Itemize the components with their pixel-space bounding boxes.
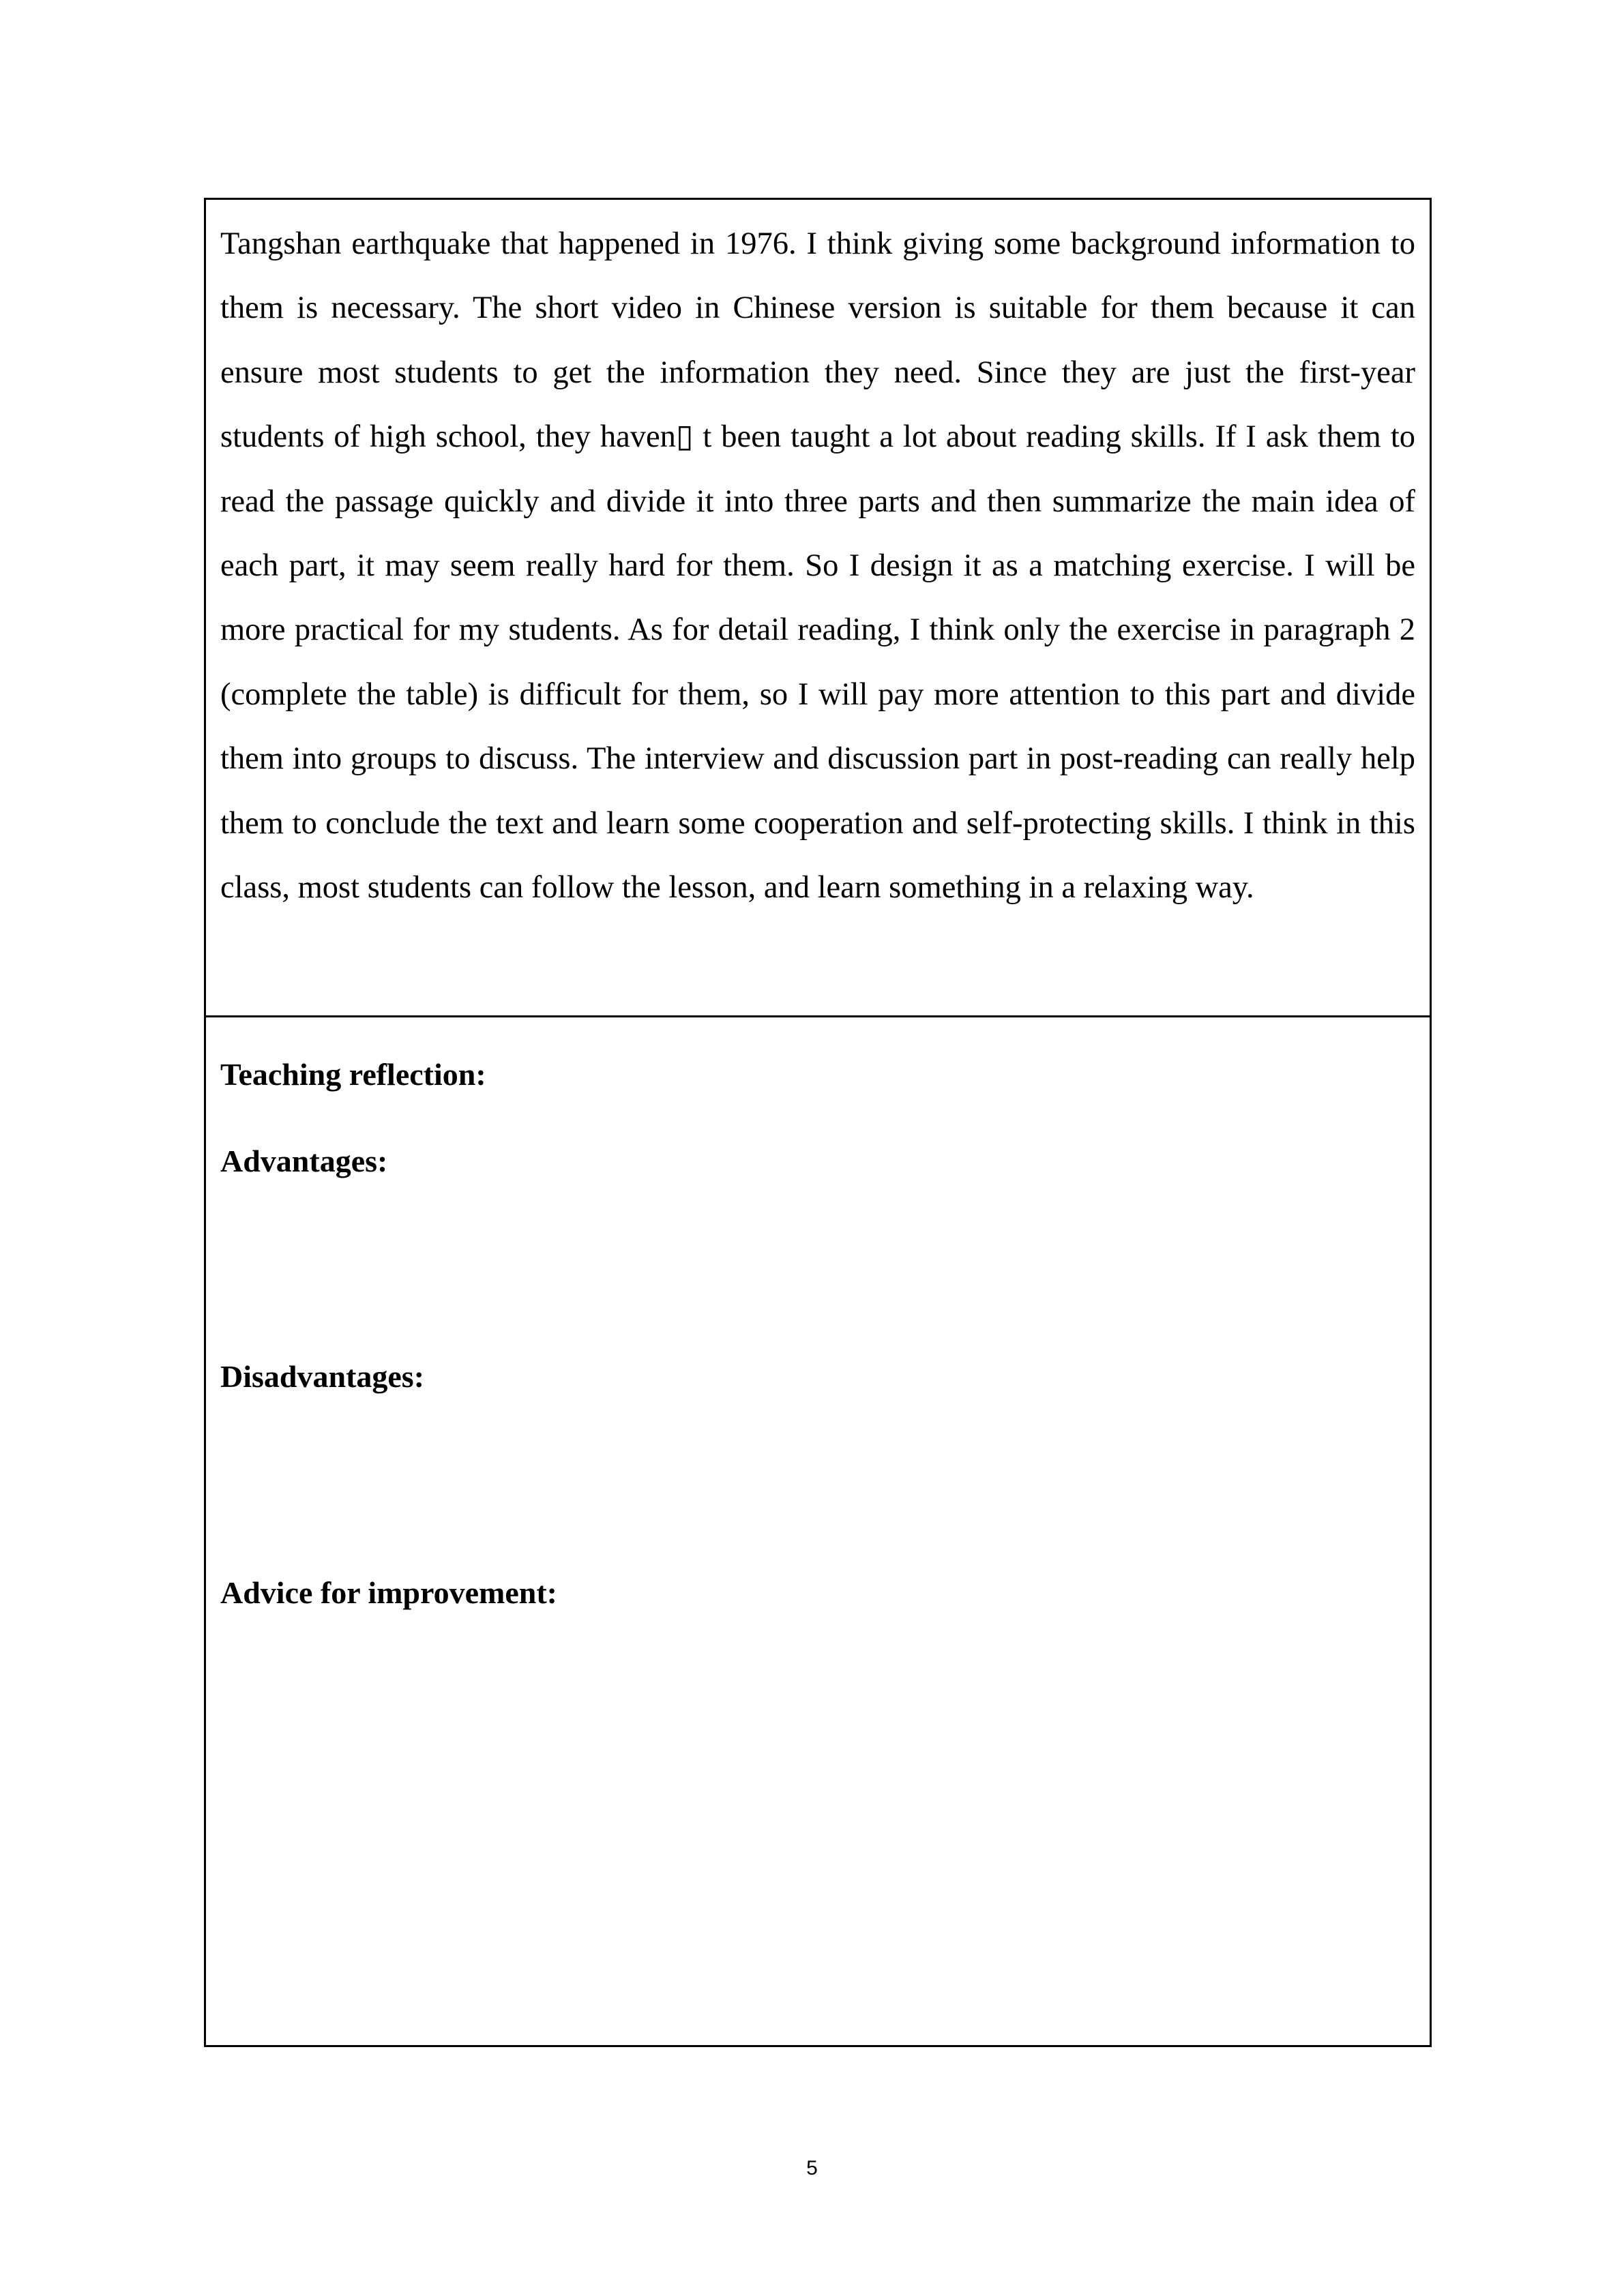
teaching-reflection-heading: Teaching reflection:	[220, 1057, 486, 1092]
lesson-plan-table	[204, 198, 1432, 2047]
page-number: 5	[806, 2157, 818, 2179]
advice-heading: Advice for improvement:	[220, 1575, 557, 1610]
teaching-reflection-cell	[206, 1017, 1430, 2045]
advantages-heading: Advantages:	[220, 1144, 388, 1178]
disadvantages-heading: Disadvantages:	[220, 1359, 425, 1394]
design-rationale-cell	[206, 200, 1430, 1017]
design-rationale-paragraph: Tangshan earthquake that happened in 1976. I think giving some background information to them is necessary. The short video in Chinese version is suitable for them because it can ensure most students to get the information they need. Since they are just the first-year students of high school, they haven▯ t been taught a lot about reading skills. If I ask them to read the passage quickly and divide it into three parts and then summarize the main idea of each part, it may seem really hard for them. So I design it as a matching exercise. I will be more practical for my students. As for detail reading, I think only the exercise in paragraph 2 (complete the table) is difficult for them, so I will pay more attention to this part and divide them into groups to discuss. The interview and discussion part in post-reading can really help them to conclude the text and learn some cooperation and self-protecting skills. I think in this class, most students can follow the lesson, and learn something in a relaxing way.	[220, 226, 1415, 906]
